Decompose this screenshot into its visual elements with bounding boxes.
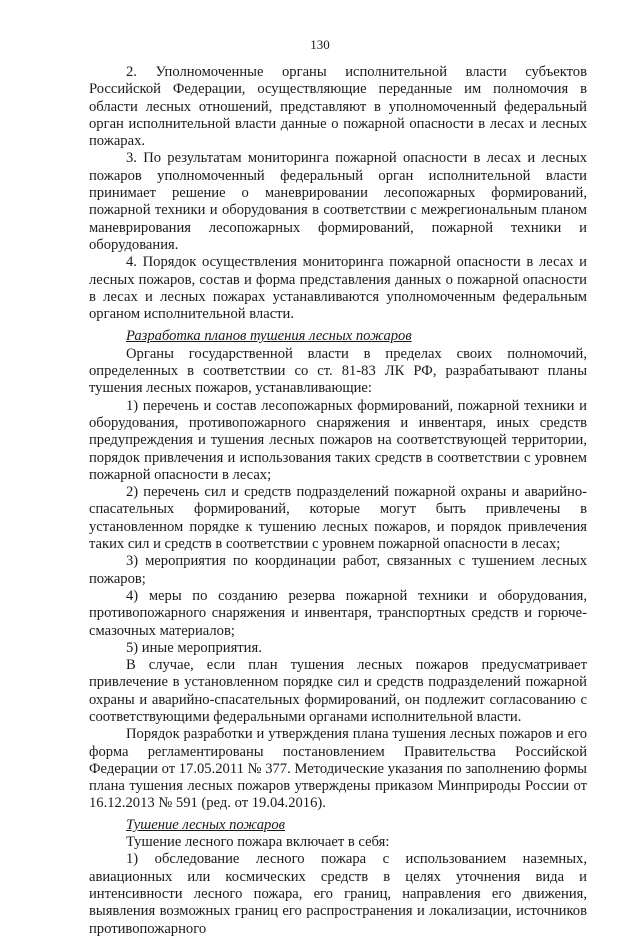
paragraph-4: 4. Порядок осуществления мониторинга пожарной опасности в лесах и лесных пожаров, состав и форма представления данных о пожарной опасности в лесах и лесных пожарах устанавливаются уполномоченным федеральным органом исполнительной власти.: [89, 254, 587, 323]
section-heading-firefighting: Тушение лесных пожаров: [126, 816, 285, 833]
plans-coordination-paragraph: В случае, если план тушения лесных пожаров предусматривает привлечение в установленном порядке сил и средств подразделений пожарной охраны и аварийно-спасательных формирований, он подлежит согласованию с соответствующими федеральными органами исполнительной власти.: [89, 657, 587, 725]
plans-list-item-5: 5) иные мероприятия.: [126, 639, 262, 656]
page-number: 130: [310, 37, 330, 52]
plans-list-item-1: 1) перечень и состав лесопожарных формирований, пожарной техники и оборудования, противопожарного снаряжения и инвентаря, иных средств предупреждения и тушения лесных пожаров на соответствующей территории, порядок привлечения и использования таких средств в соответствии с уровнем пожарной опасности в лесах;: [89, 397, 587, 483]
page-body: [89, 64, 587, 938]
firefighting-list-item-1: 1) обследование лесного пожара с использованием наземных, авиационных или космических средств в целях уточнения вида и интенсивности лесного пожара, его границ, направления его движения, выявления возможных границ его распространения и локализации, источников противопожарного: [89, 851, 587, 937]
paragraph-3: 3. По результатам мониторинга пожарной опасности в лесах и лесных пожаров уполномоченный федеральный орган исполнительной власти принимает решение о маневрировании лесопожарных формирований, пожарной техники и оборудования в соответствии с межрегиональным планом маневрирования лесопожарных формирований, пожарной техники и оборудования.: [89, 150, 587, 253]
plans-regulation-paragraph: Порядок разработки и утверждения плана тушения лесных пожаров и его форма регламентированы постановлением Правительства Российской Федерации от 17.05.2011 № 377. Методические указания по заполнению формы плана тушения лесных пожаров утверждены приказом Минприроды России от 16.12.2013 № 591 (ред. от 19.04.2016).: [89, 726, 587, 812]
paragraph-2: 2. Уполномоченные органы исполнительной власти субъектов Российской Федерации, осуществляющие переданные им полномочия в области лесных отношений, представляют в уполномоченный федеральный орган исполнительной власти данные о пожарной опасности в лесах и лесных пожарах.: [89, 64, 587, 150]
plans-intro-paragraph: Органы государственной власти в пределах своих полномочий, определенных в соответствии со ст. 81-83 ЛК РФ, разрабатывают планы тушения лесных пожаров, устанавливающие:: [89, 345, 587, 397]
plans-list-item-4: 4) меры по созданию резерва пожарной техники и оборудования, противопожарного снаряжения и инвентаря, транспортных средств и горюче-смазочных материалов;: [89, 587, 587, 639]
firefighting-intro-paragraph: Тушение лесного пожара включает в себя:: [126, 834, 390, 851]
plans-list-item-2: 2) перечень сил и средств подразделений пожарной охраны и аварийно-спасательных формирований, которые могут быть привлечены в установленном порядке к тушению лесных пожаров, и порядок привлечения таких сил и средств в соответствии с уровнем пожарной опасности в лесах;: [89, 484, 587, 553]
section-heading-fire-plans: Разработка планов тушения лесных пожаров: [126, 328, 412, 345]
plans-list-item-3: 3) мероприятия по координации работ, связанных с тушением лесных пожаров;: [89, 553, 587, 587]
